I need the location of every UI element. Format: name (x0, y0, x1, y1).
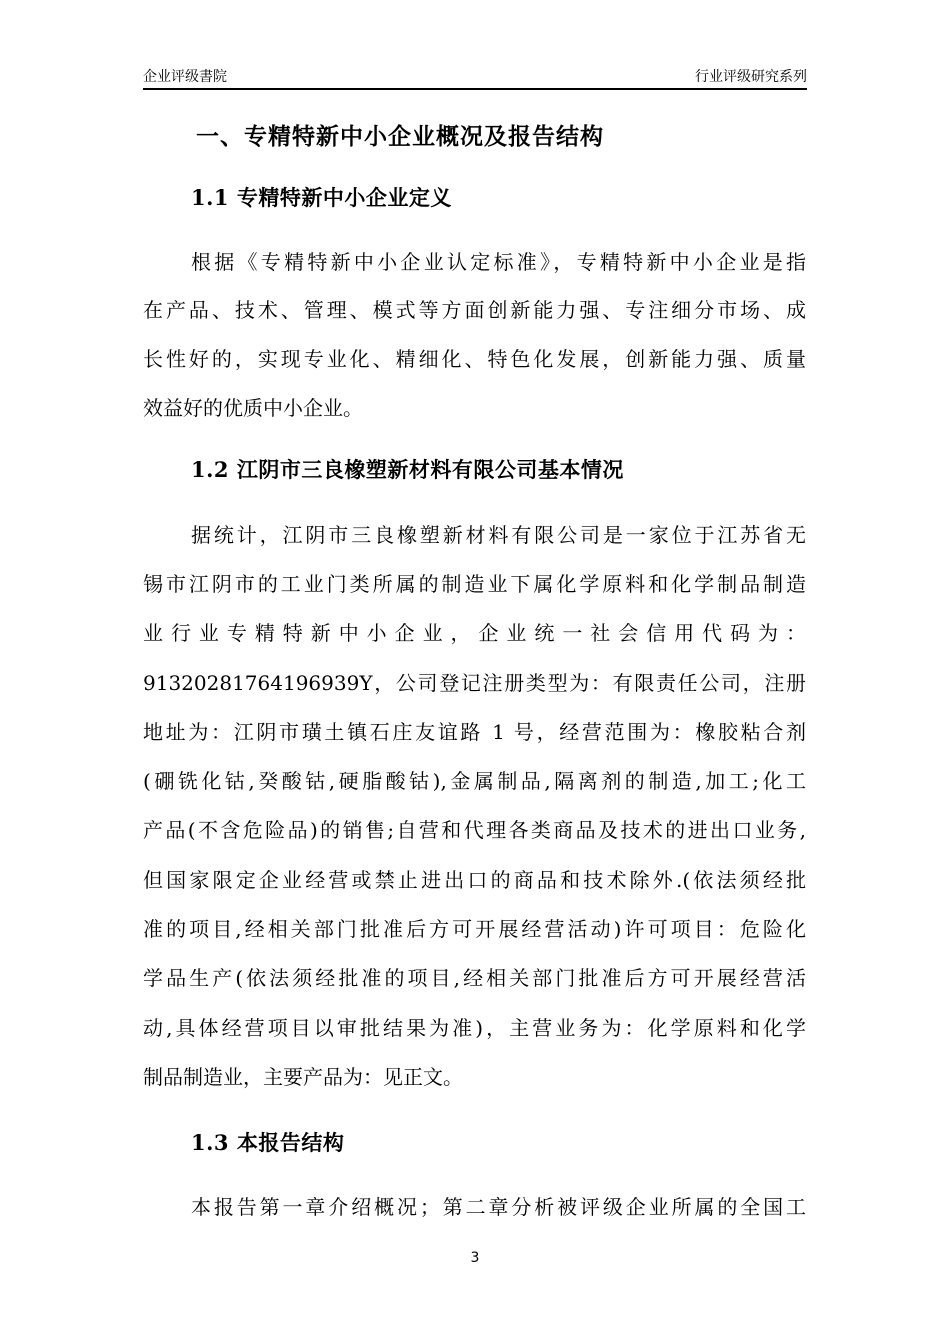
paragraph-line: 业行业专精特新中小企业，企业统一社会信用代码为： (143, 621, 806, 645)
paragraph-line: 锡市江阴市的工业门类所属的制造业下属化学原料和化学制品制造 (143, 572, 806, 596)
paragraph-line: 准的项目,经相关部门批准后方可开展经营活动)许可项目：危险化 (143, 917, 806, 941)
subsection-title-1-3: 1.3 本报告结构 (191, 1130, 345, 1155)
paragraph-line: 产品(不含危险品)的销售;自营和代理各类商品及技术的进出口业务, (143, 818, 806, 842)
subsection-title-1-2: 1.2 江阴市三良橡塑新材料有限公司基本情况 (191, 457, 624, 482)
paragraph-line: 根据《专精特新中小企业认定标准》，专精特新中小企业是指 (191, 250, 806, 274)
paragraph-line: 本报告第一章介绍概况；第二章分析被评级企业所属的全国工 (191, 1195, 806, 1219)
page-number: 3 (470, 1250, 480, 1266)
section-title: 一、专精特新中小企业概况及报告结构 (196, 123, 604, 150)
paragraph-line: 地址为：江阴市璜土镇石庄友谊路 1 号，经营范围为：橡胶粘合剂 (143, 720, 806, 744)
paragraph-line: 动,具体经营项目以审批结果为准)，主营业务为：化学原料和化学 (143, 1016, 806, 1040)
page-header (143, 66, 807, 88)
header-divider (143, 88, 807, 90)
paragraph-line: 据统计，江阴市三良橡塑新材料有限公司是一家位于江苏省无 (191, 523, 806, 547)
paragraph-line: 长性好的，实现专业化、精细化、特色化发展，创新能力强、质量 (143, 347, 806, 371)
header-left-title: 企业评级書院 (143, 69, 227, 85)
paragraph-line: (硼铣化钴,癸酸钴,硬脂酸钴),金属制品,隔离剂的制造,加工;化工 (143, 769, 806, 793)
paragraph-line: 效益好的优质中小企业。 (143, 396, 363, 420)
paragraph-line: 学品生产(依法须经批准的项目,经相关部门批准后方可开展经营活 (143, 966, 806, 990)
paragraph-line: 制品制造业，主要产品为：见正文。 (143, 1065, 463, 1089)
paragraph-line: 但国家限定企业经营或禁止进出口的商品和技术除外.(依法须经批 (143, 868, 806, 892)
paragraph-line: 在产品、技术、管理、模式等方面创新能力强、专注细分市场、成 (143, 298, 806, 322)
subsection-title-1-1: 1.1 专精特新中小企业定义 (191, 185, 452, 210)
header-right-title: 行业评级研究系列 (695, 69, 807, 85)
paragraph-line: 91320281764196939Y，公司登记注册类型为：有限责任公司，注册 (143, 671, 806, 695)
